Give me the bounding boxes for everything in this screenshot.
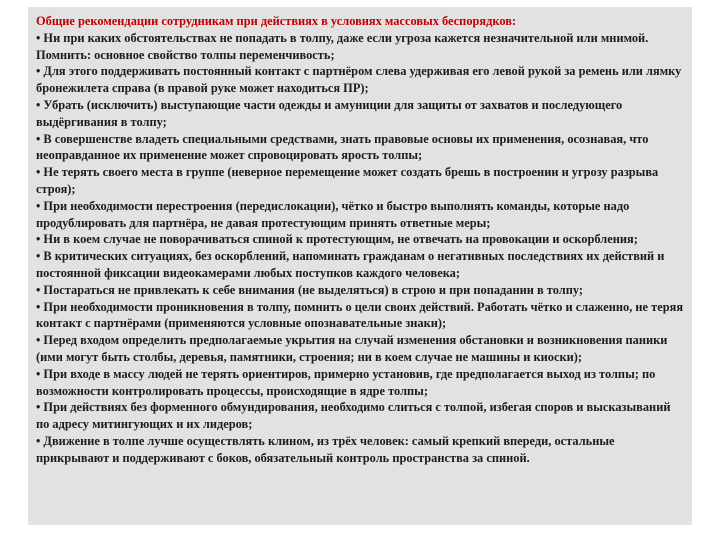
list-item: • Ни при каких обстоятельствах не попадать в толпу, даже если угроза кажется незначительной или мнимой. Помнить: основное свойство толпы переменчивость; — [36, 30, 649, 62]
list-item: • При необходимости проникновения в толпу, помнить о цели своих действий. Работать чётко и слаженно, не теряя контакт с партнёрами (применяются условные опознавательные знаки); — [36, 299, 684, 331]
list-item: • Убрать (исключить) выступающие части одежды и амуниции для защиты от захватов и последующего выдёргивания в толпу; — [36, 97, 623, 129]
list-item: • Ни в коем случае не поворачиваться спиной к протестующим, не отвечать на провокации и оскорбления; — [36, 232, 638, 247]
list-item: • При входе в массу людей не терять ориентиров, примерно установив, где предполагается выход из толпы; по возможности контролировать процессы, происходящие в ядре толпы; — [36, 366, 656, 398]
list-item: • В критических ситуациях, без оскорблений, напоминать гражданам о негативных последствиях их действий и постоянной фиксации видеокамерами любых поступков каждого человека; — [36, 249, 665, 280]
list-item: • В совершенстве владеть специальными средствами, знать правовые основы их применения, осознавая, что неоправданное их применение может спровоцировать ярость толпы; — [36, 131, 649, 163]
list-item: • Постараться не привлекать к себе внимания (не выделяться) в строю и при попадании в толпу; — [36, 282, 584, 297]
list-item: • При необходимости перестроения (передислокации), чётко и быстро выполнять команды, которые надо продублировать для партнёра, не давая протестующим принять ответные меры; — [36, 198, 630, 230]
text-panel — [28, 7, 692, 525]
list-item: • Не терять своего места в группе (неверное перемещение может создать брешь в построении и угрозу разрыва строя); — [36, 165, 659, 196]
list-item: • При действиях без форменного обмундирования, необходимо слиться с толпой, избегая споров и высказываний по адресу митингующих и их лидеров; — [36, 400, 671, 432]
list-item: • Перед входом определить предполагаемые укрытия на случай изменения обстановки и возникновения паники (ими могут быть столбы, деревья, памятники, строения; ни в коем случае не машины и киоски); — [36, 333, 668, 364]
list-item: • Для этого поддерживать постоянный контакт с партнёром слева удерживая его левой рукой за ремень или лямку бронежилета справа (в правой руке может находиться ПР); — [36, 64, 682, 96]
list-item: • Движение в толпе лучше осуществлять клином, из трёх человек: самый крепкий впереди, остальные прикрывают и поддерживают с боков, обязательный контроль пространства за спиной. — [36, 433, 615, 465]
document-title: Общие рекомендации сотрудникам при действиях в условиях массовых беспорядков: — [36, 14, 517, 28]
